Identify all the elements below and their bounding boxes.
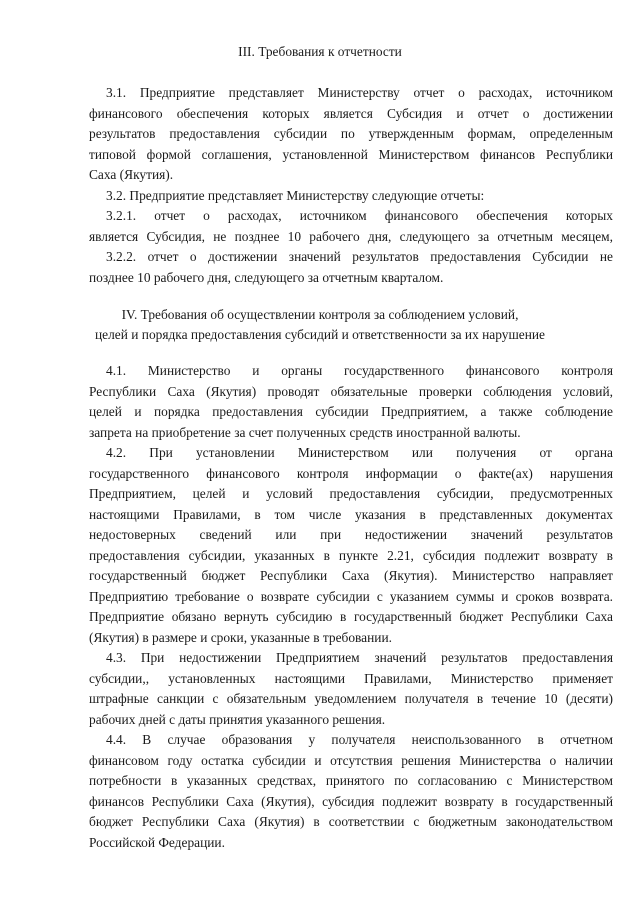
text-line: рабочих дней с даты принятия указанного решения. <box>89 712 386 727</box>
text-line: государственного финансового контроля информации о факте(ах) нарушения <box>89 466 613 481</box>
text-line: целей и порядка предоставления субсидии Предприятием, а также соблюдение <box>89 404 613 419</box>
text-line: финансов Республики Саха (Якутия), субсидия подлежит возврату в государственный <box>89 794 613 809</box>
text-line: потребности в указанных средствах, принятого по согласованию с Министерством <box>89 773 613 788</box>
text-line: недостоверных сведений или при недостижении значений результатов <box>89 527 613 542</box>
text-line: Предприятию требование о возврате субсидии с указанием суммы и сроков возврата. <box>89 589 613 604</box>
text-line: позднее 10 рабочего дня, следующего за отчетным кварталом. <box>89 270 444 285</box>
text-line: Предприятие обязано вернуть субсидию в государственный бюджет Республики Саха <box>89 609 613 624</box>
text-line: является Субсидия, не позднее 10 рабочего дня, следующего за отчетным месяцем, <box>89 229 613 244</box>
text-line: штрафные санкции с обязательным уведомлением получателя в течение 10 (десяти) <box>89 691 613 706</box>
text-line: результатов предоставления субсидии по утвержденным формам, определенным <box>89 126 613 141</box>
text-line: Саха (Якутия). <box>89 167 174 182</box>
text-line: 4.4. В случае образования у получателя неиспользованного в отчетном <box>106 732 613 747</box>
text-line: 3.2. Предприятие представляет Министерству следующие отчеты: <box>106 188 485 203</box>
text-line: бюджет Республики Саха (Якутия) в соответствии с бюджетным законодательством <box>89 814 613 829</box>
text-line: субсидии,, установленных настоящими Правилами, Министерство применяет <box>89 671 613 686</box>
text-line: 3.1. Предприятие представляет Министерству отчет о расходах, источником <box>106 85 613 100</box>
section-4-heading-line-1: IV. Требования об осуществлении контроля за соблюдением условий, <box>121 307 519 322</box>
text-line: 3.2.2. отчет о достижении значений результатов предоставления Субсидии не <box>106 249 613 264</box>
text-line: запрета на приобретение за счет полученных средств иностранной валюты. <box>89 425 521 440</box>
text-line: 4.3. При недостижении Предприятием значений результатов предоставления <box>106 650 613 665</box>
text-line: 4.1. Министерство и органы государственного финансового контроля <box>106 363 613 378</box>
text-line: Республики Саха (Якутия) проводят обязательные проверки соблюдения условий, <box>89 384 613 399</box>
text-line: 4.2. При установлении Министерством или получения от органа <box>106 445 613 460</box>
section-3-heading: III. Требования к отчетности <box>238 44 402 59</box>
text-line: настоящими Правилами, в том числе указания в представленных документах <box>89 507 613 522</box>
text-line: предоставления субсидии, указанных в пункте 2.21, субсидия подлежит возврату в <box>89 548 613 563</box>
text-line: типовой формой соглашения, установленной Министерством финансов Республики <box>89 147 613 162</box>
text-line: 3.2.1. отчет о расходах, источником финансового обеспечения которых <box>106 208 613 223</box>
text-line: государственный бюджет Республики Саха (Якутия). Министерство направляет <box>89 568 613 583</box>
text-line: Российской Федерации. <box>89 835 225 850</box>
text-line: финансовом году остатка субсидии и отсутствия решения Министерства о наличии <box>89 753 613 768</box>
text-line: (Якутия) в размере и сроки, указанные в требовании. <box>89 630 392 645</box>
text-line: финансового обеспечения которых является Субсидия и отчет о достижении <box>89 106 613 121</box>
section-4-heading-line-2: целей и порядка предоставления субсидий и ответственности за их нарушение <box>95 327 545 342</box>
text-line: Предприятием, целей и условий предоставления субсидии, предусмотренных <box>89 486 613 501</box>
